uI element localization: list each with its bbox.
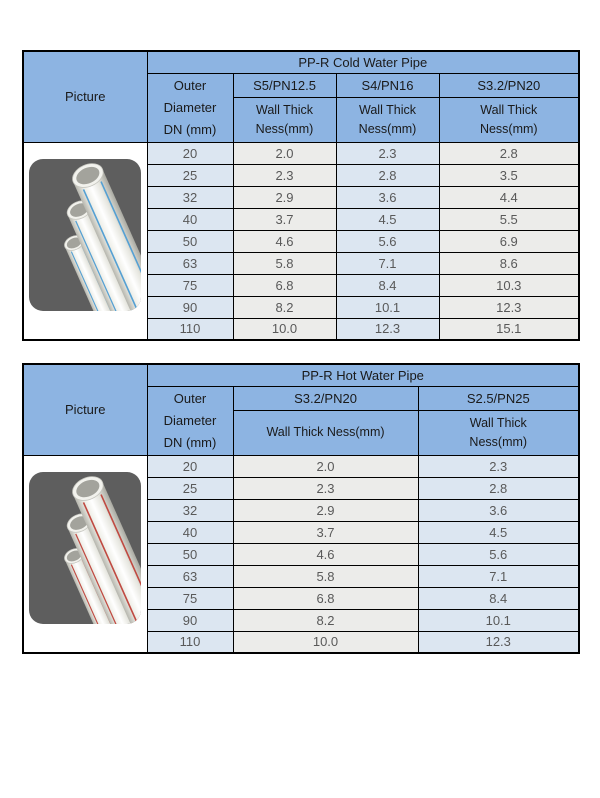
value-cell: 4.6 bbox=[233, 230, 336, 252]
value-cell: 8.2 bbox=[233, 609, 418, 631]
pipes-image bbox=[29, 159, 141, 311]
value-cell: 6.9 bbox=[439, 230, 579, 252]
value-cell: 2.9 bbox=[233, 186, 336, 208]
dn-cell: 63 bbox=[147, 565, 233, 587]
table-title: PP-R Hot Water Pipe bbox=[147, 364, 579, 386]
table-row bbox=[23, 142, 579, 164]
value-cell: 7.1 bbox=[336, 252, 439, 274]
value-cell: 4.5 bbox=[336, 208, 439, 230]
outer-diameter-line: Outer bbox=[173, 390, 207, 406]
value-cell: 2.9 bbox=[233, 499, 418, 521]
value-cell: 2.8 bbox=[439, 142, 579, 164]
dn-cell: 50 bbox=[147, 543, 233, 565]
value-cell: 5.6 bbox=[418, 543, 579, 565]
hot-water-pipe-table bbox=[22, 363, 580, 654]
value-cell: 2.8 bbox=[336, 164, 439, 186]
value-cell: 2.8 bbox=[418, 477, 579, 499]
value-cell: 8.6 bbox=[439, 252, 579, 274]
wall-thickness-header bbox=[336, 97, 439, 142]
wall-thickness-header bbox=[233, 97, 336, 142]
value-cell: 8.4 bbox=[336, 274, 439, 296]
value-cell: 5.5 bbox=[439, 208, 579, 230]
cold-water-pipe-section bbox=[22, 50, 578, 341]
dn-cell: 75 bbox=[147, 274, 233, 296]
value-cell: 15.1 bbox=[439, 318, 579, 340]
value-cell: 4.6 bbox=[233, 543, 418, 565]
value-cell: 10.3 bbox=[439, 274, 579, 296]
value-cell: 10.1 bbox=[336, 296, 439, 318]
header-title-row bbox=[23, 51, 579, 73]
value-cell: 2.0 bbox=[233, 142, 336, 164]
picture-column-header: Picture bbox=[23, 364, 147, 455]
value-cell: 2.3 bbox=[418, 455, 579, 477]
wall-thickness-line: Ness(mm) bbox=[358, 121, 417, 136]
value-cell: 8.2 bbox=[233, 296, 336, 318]
value-cell: 12.3 bbox=[336, 318, 439, 340]
wall-thickness-line: Wall Thick Ness(mm) bbox=[266, 425, 385, 439]
picture-column-header: Picture bbox=[23, 51, 147, 142]
spec-header-s3-2-pn20: S3.2/PN20 bbox=[439, 73, 579, 97]
wall-thickness-line: Wall Thick bbox=[359, 102, 416, 117]
wall-thickness-header bbox=[233, 410, 418, 455]
pipes-picture-cell bbox=[23, 142, 147, 340]
value-cell: 3.6 bbox=[418, 499, 579, 521]
dn-cell: 40 bbox=[147, 208, 233, 230]
dn-cell: 20 bbox=[147, 455, 233, 477]
outer-diameter-header bbox=[147, 386, 233, 455]
value-cell: 10.1 bbox=[418, 609, 579, 631]
wall-thickness-line: Wall Thick bbox=[469, 415, 527, 430]
value-cell: 10.0 bbox=[233, 318, 336, 340]
outer-diameter-line: DN (mm) bbox=[163, 434, 217, 450]
value-cell: 6.8 bbox=[233, 587, 418, 609]
value-cell: 12.3 bbox=[439, 296, 579, 318]
dn-cell: 25 bbox=[147, 477, 233, 499]
dn-cell: 110 bbox=[147, 631, 233, 653]
wall-thickness-line: Wall Thick bbox=[480, 102, 538, 117]
wall-thickness-line: Ness(mm) bbox=[479, 121, 538, 136]
wall-thickness-line: Ness(mm) bbox=[469, 434, 528, 449]
spec-header-s4-pn16: S4/PN16 bbox=[336, 73, 439, 97]
dn-cell: 40 bbox=[147, 521, 233, 543]
value-cell: 3.7 bbox=[233, 208, 336, 230]
pipes-image bbox=[29, 472, 141, 624]
value-cell: 7.1 bbox=[418, 565, 579, 587]
outer-diameter-line: Outer bbox=[173, 77, 207, 93]
wall-thickness-line: Wall Thick bbox=[256, 102, 313, 117]
value-cell: 5.6 bbox=[336, 230, 439, 252]
value-cell: 4.4 bbox=[439, 186, 579, 208]
table-title: PP-R Cold Water Pipe bbox=[147, 51, 579, 73]
value-cell: 2.3 bbox=[233, 477, 418, 499]
dn-cell: 90 bbox=[147, 609, 233, 631]
value-cell: 10.0 bbox=[233, 631, 418, 653]
value-cell: 8.4 bbox=[418, 587, 579, 609]
outer-diameter-line: DN (mm) bbox=[163, 121, 217, 137]
value-cell: 5.8 bbox=[233, 565, 418, 587]
dn-cell: 20 bbox=[147, 142, 233, 164]
dn-cell: 63 bbox=[147, 252, 233, 274]
value-cell: 3.5 bbox=[439, 164, 579, 186]
outer-diameter-line: Diameter bbox=[163, 412, 217, 428]
value-cell: 3.6 bbox=[336, 186, 439, 208]
hot-water-pipe-section bbox=[22, 363, 578, 654]
value-cell: 5.8 bbox=[233, 252, 336, 274]
wall-thickness-header bbox=[418, 410, 579, 455]
dn-cell: 75 bbox=[147, 587, 233, 609]
wall-thickness-line: Ness(mm) bbox=[255, 121, 314, 136]
wall-thickness-header bbox=[439, 97, 579, 142]
spec-header-s3-2-pn20: S3.2/PN20 bbox=[233, 386, 418, 410]
header-title-row bbox=[23, 364, 579, 386]
value-cell: 2.3 bbox=[336, 142, 439, 164]
value-cell: 3.7 bbox=[233, 521, 418, 543]
spec-header-s2-5-pn25: S2.5/PN25 bbox=[418, 386, 579, 410]
value-cell: 12.3 bbox=[418, 631, 579, 653]
outer-diameter-header bbox=[147, 73, 233, 142]
spec-header-s5-pn12-5: S5/PN12.5 bbox=[233, 73, 336, 97]
value-cell: 6.8 bbox=[233, 274, 336, 296]
dn-cell: 25 bbox=[147, 164, 233, 186]
value-cell: 2.0 bbox=[233, 455, 418, 477]
dn-cell: 32 bbox=[147, 186, 233, 208]
outer-diameter-line: Diameter bbox=[163, 99, 217, 115]
cold-water-pipe-table bbox=[22, 50, 580, 341]
value-cell: 4.5 bbox=[418, 521, 579, 543]
dn-cell: 32 bbox=[147, 499, 233, 521]
pipes-picture-cell bbox=[23, 455, 147, 653]
table-row bbox=[23, 455, 579, 477]
value-cell: 2.3 bbox=[233, 164, 336, 186]
dn-cell: 110 bbox=[147, 318, 233, 340]
dn-cell: 50 bbox=[147, 230, 233, 252]
dn-cell: 90 bbox=[147, 296, 233, 318]
